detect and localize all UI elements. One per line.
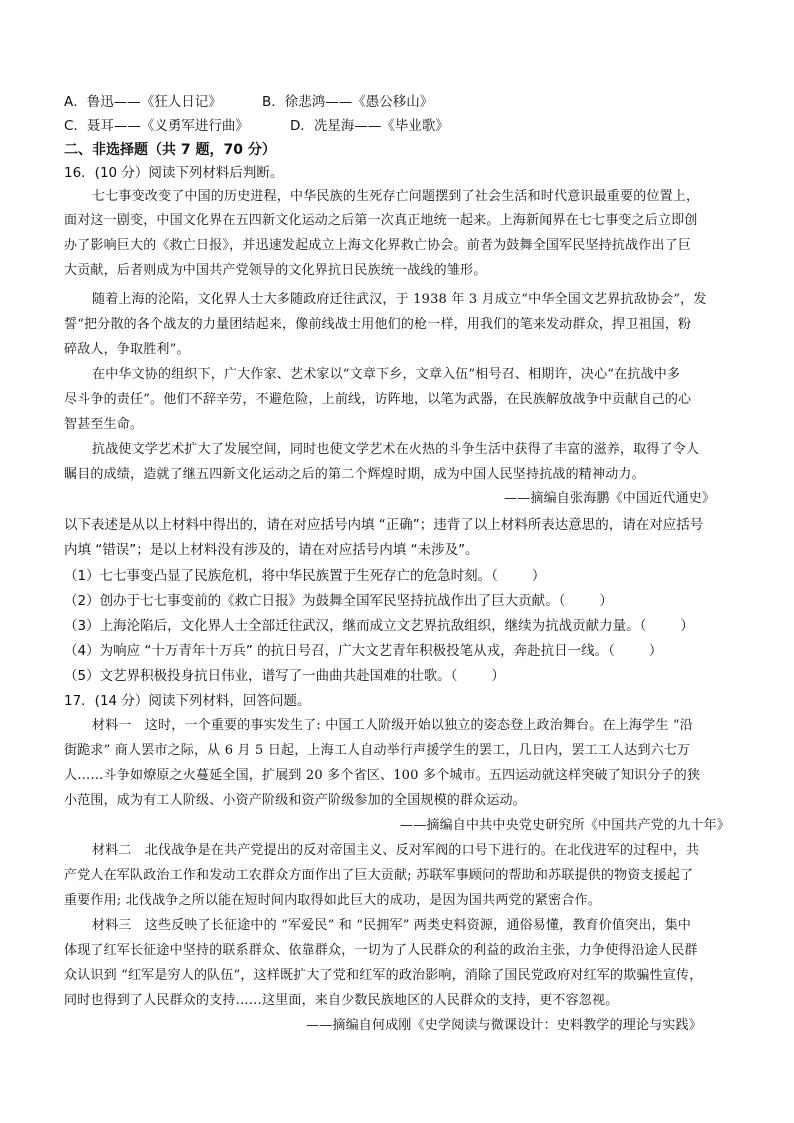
q17-material3-line: 众认识到 “红军是穷人的队伍”，这样既扩大了党和红军的政治影响，消除了国民党政府对红军的欺骗性宣传， [64, 968, 703, 983]
q16-material-line: 抗战使文学艺术扩大了发展空间，同时也使文学艺术在火热的斗争生活中获得了丰富的滋养，取得了令人 [92, 442, 700, 457]
q16-source: ——摘编自张海鹏《中国近代通史》 [504, 491, 716, 506]
q16-material-line: 智甚至生命。 [64, 417, 144, 432]
q16-material-line: 随着上海的沦陷，文化界人士大多随政府迁往武汉，于 1938 年 3 月成立“中华全国文艺界抗敌协会”，发 [92, 292, 707, 307]
q17-material1-line: 人……斗争如燎原之火蔓延全国，扩展到 20 多个省区、100 多个城市。五四运动就这样突破了知识分子的狭 [64, 768, 701, 783]
q16-statement-5: （5）文艺界积极投身抗日伟业，谱写了一曲曲共赴国难的壮歌。（ ） [64, 668, 505, 684]
q16-material-line: 碎敌人，争取胜利”。 [64, 342, 190, 357]
q17-stem: 17．(14 分）阅读下列材料，回答问题。 [64, 693, 311, 709]
q17-material2-line: 产党人在军队政治工作和发动工农群众方面作出了巨大贡献; 苏联军事顾问的帮助和苏联提供的物资支援起了 [64, 868, 694, 883]
q17-material1-line: 材料一 这时，一个重要的事实发生了: 中国工人阶级开始以独立的姿态登上政治舞台。在上海学生 “沿 [92, 718, 693, 733]
q17-source-3: ——摘编自何成刚《史学阅读与微课设计：史料教学的理论与实践》 [306, 1018, 703, 1033]
q17-material1-line: 小范围，成为有工人阶级、小资产阶级和资产阶级参加的全国规模的群众运动。 [64, 793, 527, 808]
q16-instruction-line: 内填 “错误”；是以上材料没有涉及的，请在对应括号内填 “未涉及”。 [64, 542, 479, 558]
q17-material3-line: 同时也得到了人民群众的支持……这里面，来自少数民族地区的人民群众的支持，更不容忽视。 [64, 993, 619, 1008]
q16-statement-3: （3）上海沦陷后，文化界人士全部迁往武汉，继而成立文艺界抗敌组织，继续为抗战贡献力量。（ ） [64, 618, 694, 634]
q17-material1-line: 街跪求” 商人罢市之际，从 6 月 5 日起，上海工人自动举行声援学生的罢工，几日内，罢工工人达到六七万 [64, 743, 691, 758]
q16-material-line: 尽斗争的责任”。他们不辞辛劳，不避危险，上前线，访阵地，以笔为武器，在民族解放战争中贡献自己的心 [64, 392, 692, 407]
q16-material-line: 面对这一剧变，中国文化界在五四新文化运动之后第一次真正地统一起来。上海新闻界在七七事变之后立即创 [64, 213, 698, 228]
option-a: A．鲁迅——《狂人日记》 [64, 94, 222, 110]
q16-material-line: 办了影响巨大的《救亡日报》，并迅速发起成立上海文化界救亡协会。前者为鼓舞全国军民坚持抗战作出了巨 [64, 238, 692, 253]
option-b: B．徐悲鸿——《愚公移山》 [262, 94, 434, 110]
q16-material-line: 七七事变改变了中国的历史进程，中华民族的生死存亡问题摆到了社会生活和时代意识最重要的位置上， [92, 189, 700, 204]
q17-material3-line: 体现了红军长征途中坚持的联系群众、依靠群众，一切为了人民群众的利益的政治主张，力争使得沿途人民群 [64, 943, 698, 958]
option-d: D．冼星海——《毕业歌》 [290, 118, 449, 134]
q17-material2-line: 重要作用; 北伐战争之所以能在短时间内取得如此巨大的成功，是因为国共两党的紧密合作。 [64, 893, 601, 908]
q16-material-line: 在中华文协的组织下，广大作家、艺术家以“文章下乡，文章入伍”相号召、相期许，决心“在抗战中多 [92, 367, 681, 382]
q16-statement-4: （4）为响应 “十万青年十万兵” 的抗日号召，广大文艺青年积极投笔从戎，奔赴抗日一线。（ ） [64, 643, 663, 659]
q16-material-line: 大贡献，后者则成为中国共产党领导的文化界抗日民族统一战线的雏形。 [64, 263, 487, 278]
q16-material-line: 誓“把分散的各个战友的力量团结起来，像前线战士用他们的枪一样，用我们的笔来发动群众，捍卫祖国，粉 [64, 317, 692, 332]
q16-material-line: 瞩目的成绩，造就了继五四新文化运动之后的第二个辉煌时期，成为中国人民坚持抗战的精神动力。 [64, 467, 645, 482]
q17-material3-line: 材料三 这些反映了长征途中的 “军爱民” 和 “民拥军” 两类史料资源，通俗易懂，教育价值突出，集中 [92, 918, 692, 933]
q16-instruction-line: 以下表述是从以上材料中得出的，请在对应括号内填 “正确”；违背了以上材料所表达意思的，请在对应括号 [64, 517, 704, 533]
q17-source-1: ——摘编自中共中央党史研究所《中国共产党的九十年》 [400, 818, 731, 833]
q17-material2-line: 材料二 北伐战争是在共产党提出的反对帝国主义、反对军阀的口号下进行的。在北伐进军的过程中，共 [92, 843, 700, 858]
section-heading: 二、非选择题（共 7 题，70 分） [64, 142, 276, 158]
q16-stem: 16．(10 分）阅读下列材料后判断。 [64, 165, 284, 181]
q16-statement-1: （1）七七事变凸显了民族危机，将中华民族置于生死存亡的危急时刻。（ ） [64, 568, 546, 584]
q16-statement-2: （2）创办于七七事变前的《救亡日报》为鼓舞全国军民坚持抗战作出了巨大贡献。（ ） [64, 593, 613, 609]
option-c: C．聂耳——《义勇军进行曲》 [64, 118, 249, 134]
